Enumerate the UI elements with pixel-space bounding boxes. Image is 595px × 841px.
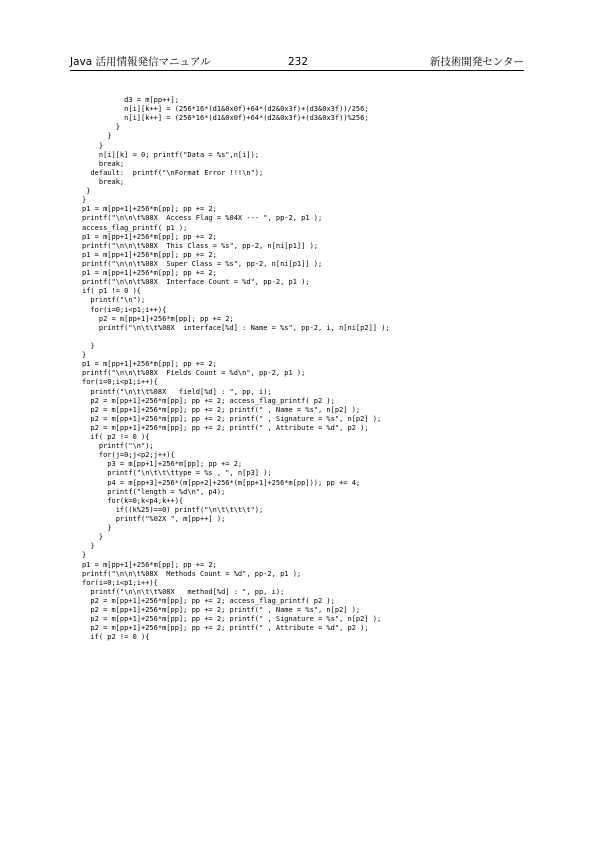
code-line: p2 = m[pp+1]+256*m[pp]; pp += 2; access_flag_printf( p2 ); bbox=[82, 396, 335, 405]
code-line: } bbox=[82, 187, 91, 196]
code-line: p2 = m[pp+1]+256*m[pp]; pp += 2; printf(" , Name = %s", n[p2] ); bbox=[82, 405, 361, 414]
code-line: } bbox=[82, 524, 112, 533]
code-line: if( p1 != 0 ){ bbox=[82, 287, 142, 296]
code-line: default: printf("\nFormat Error !!!\n"); bbox=[82, 168, 264, 177]
code-line: for(i=0;i<p1;i++){ bbox=[82, 305, 167, 314]
code-line: p1 = m[pp+1]+256*m[pp]; pp += 2; bbox=[82, 250, 217, 259]
code-line: break; bbox=[82, 159, 125, 168]
code-line: n[i][k++] = (256*16*(d1&0x0f)+64*(d2&0x3f)+(d3&0x3f))/256; bbox=[82, 105, 369, 114]
code-line: p1 = m[pp+1]+256*m[pp]; pp += 2; bbox=[82, 560, 217, 569]
code-line: if((k%25)==0) printf("\n\t\t\t\t"); bbox=[82, 505, 264, 514]
code-line: p1 = m[pp+1]+256*m[pp]; pp += 2; bbox=[82, 360, 217, 369]
code-line: p2 = m[pp+1]+256*m[pp]; pp += 2; printf(" , Name = %s", n[p2] ); bbox=[82, 606, 361, 615]
code-line: p2 = m[pp+1]+256*m[pp]; pp += 2; bbox=[82, 314, 234, 323]
code-line: for(j=0;j<p2;j++){ bbox=[82, 451, 175, 460]
code-line: for(k=0;k<p4;k++){ bbox=[82, 496, 184, 505]
code-line: printf("\n"); bbox=[82, 296, 146, 305]
code-line bbox=[82, 333, 522, 342]
code-line: } bbox=[82, 141, 104, 150]
code-line: printf("\n\t\t%08X field[%d] : ", pp, i); bbox=[82, 387, 272, 396]
code-line: printf("\n"); bbox=[82, 442, 154, 451]
code-line: p4 = m[pp+3]+256*(m[pp+2]+256*(m[pp+1]+256*m[pp])); pp += 4; bbox=[82, 478, 361, 487]
code-line: printf("\n\n\t%08X This Class = %s", pp-2, n[ni[p1]] ); bbox=[82, 241, 319, 250]
code-line: } bbox=[82, 123, 120, 132]
code-line: break; bbox=[82, 177, 125, 186]
code-line: } bbox=[82, 551, 87, 560]
code-line: printf("length = %d\n", p4); bbox=[82, 487, 226, 496]
code-line: } bbox=[82, 341, 95, 350]
code-line: p3 = m[pp+1]+256*m[pp]; pp += 2; bbox=[82, 460, 243, 469]
code-line: printf("\n\n\t%08X Access Flag = %04X --- ", pp-2, p1 ); bbox=[82, 214, 323, 223]
code-line: for(i=0;i<p1;i++){ bbox=[82, 578, 158, 587]
code-line: printf("\n\n\t%08X Interface Count = %d", pp-2, p1 ); bbox=[82, 278, 310, 287]
code-line: printf("\n\n\t%08X Super Class = %s", pp-2, n[ni[p1]] ); bbox=[82, 259, 323, 268]
code-line: p2 = m[pp+1]+256*m[pp]; pp += 2; printf(" , Attribute = %d", p2 ); bbox=[82, 624, 369, 633]
code-line: } bbox=[82, 533, 104, 542]
code-line: printf("\n\t\t%08X interface[%d] : Name = %s", pp-2, i, n[ni[p2]] ); bbox=[82, 323, 390, 332]
code-line: printf("\n\t\t\ttype = %s , ", n[p3] ); bbox=[82, 469, 272, 478]
header-organization: 新技術開発センター bbox=[429, 56, 524, 68]
code-line: d3 = m[pp++]; bbox=[82, 96, 179, 104]
code-line: p2 = m[pp+1]+256*m[pp]; pp += 2; printf(" , Attribute = %d", p2 ); bbox=[82, 423, 369, 432]
code-line: access_flag_printf( p1 ); bbox=[82, 223, 188, 232]
code-line: if( p2 != 0 ){ bbox=[82, 433, 150, 442]
code-line: p1 = m[pp+1]+256*m[pp]; pp += 2; bbox=[82, 269, 217, 278]
page-number: 232 bbox=[288, 56, 309, 68]
code-line: p2 = m[pp+1]+256*m[pp]; pp += 2; printf(" , Signature = %s", n[p2] ); bbox=[82, 414, 382, 423]
code-listing bbox=[82, 96, 522, 643]
code-line: p2 = m[pp+1]+256*m[pp]; pp += 2; printf(" , Signature = %s", n[p2] ); bbox=[82, 615, 382, 624]
code-line: p1 = m[pp+1]+256*m[pp]; pp += 2; bbox=[82, 232, 217, 241]
code-line: printf("\n\n\t%08X Methods Count = %d", pp-2, p1 ); bbox=[82, 569, 302, 578]
code-line: printf("\n\n\t\t%08X method[%d] : ", pp, i); bbox=[82, 587, 285, 596]
code-line: n[i][k] = 0; printf("Data = %s",n[i]); bbox=[82, 150, 260, 159]
code-line: } bbox=[82, 196, 87, 205]
code-line: p1 = m[pp+1]+256*m[pp]; pp += 2; bbox=[82, 205, 217, 214]
code-line: n[i][k++] = (256*16*(d1&0x0f)+64*(d2&0x3f)+(d3&0x3f))%256; bbox=[82, 114, 369, 123]
header-rule bbox=[70, 70, 524, 71]
page-header bbox=[70, 55, 524, 69]
code-line: } bbox=[82, 351, 87, 360]
code-line: printf("%02X ", m[pp++] ); bbox=[82, 515, 226, 524]
code-line: p2 = m[pp+1]+256*m[pp]; pp += 2; access_flag_printf( p2 ); bbox=[82, 597, 335, 606]
header-book-title: Java 活用情報発信マニュアル bbox=[70, 56, 211, 68]
code-line: } bbox=[82, 132, 112, 141]
code-line: printf("\n\n\t%08X Fields Count = %d\n", pp-2, p1 ); bbox=[82, 369, 306, 378]
code-line: if( p2 != 0 ){ bbox=[82, 633, 150, 642]
code-line: for(i=0;i<p1;i++){ bbox=[82, 378, 158, 387]
code-line: } bbox=[82, 542, 95, 551]
